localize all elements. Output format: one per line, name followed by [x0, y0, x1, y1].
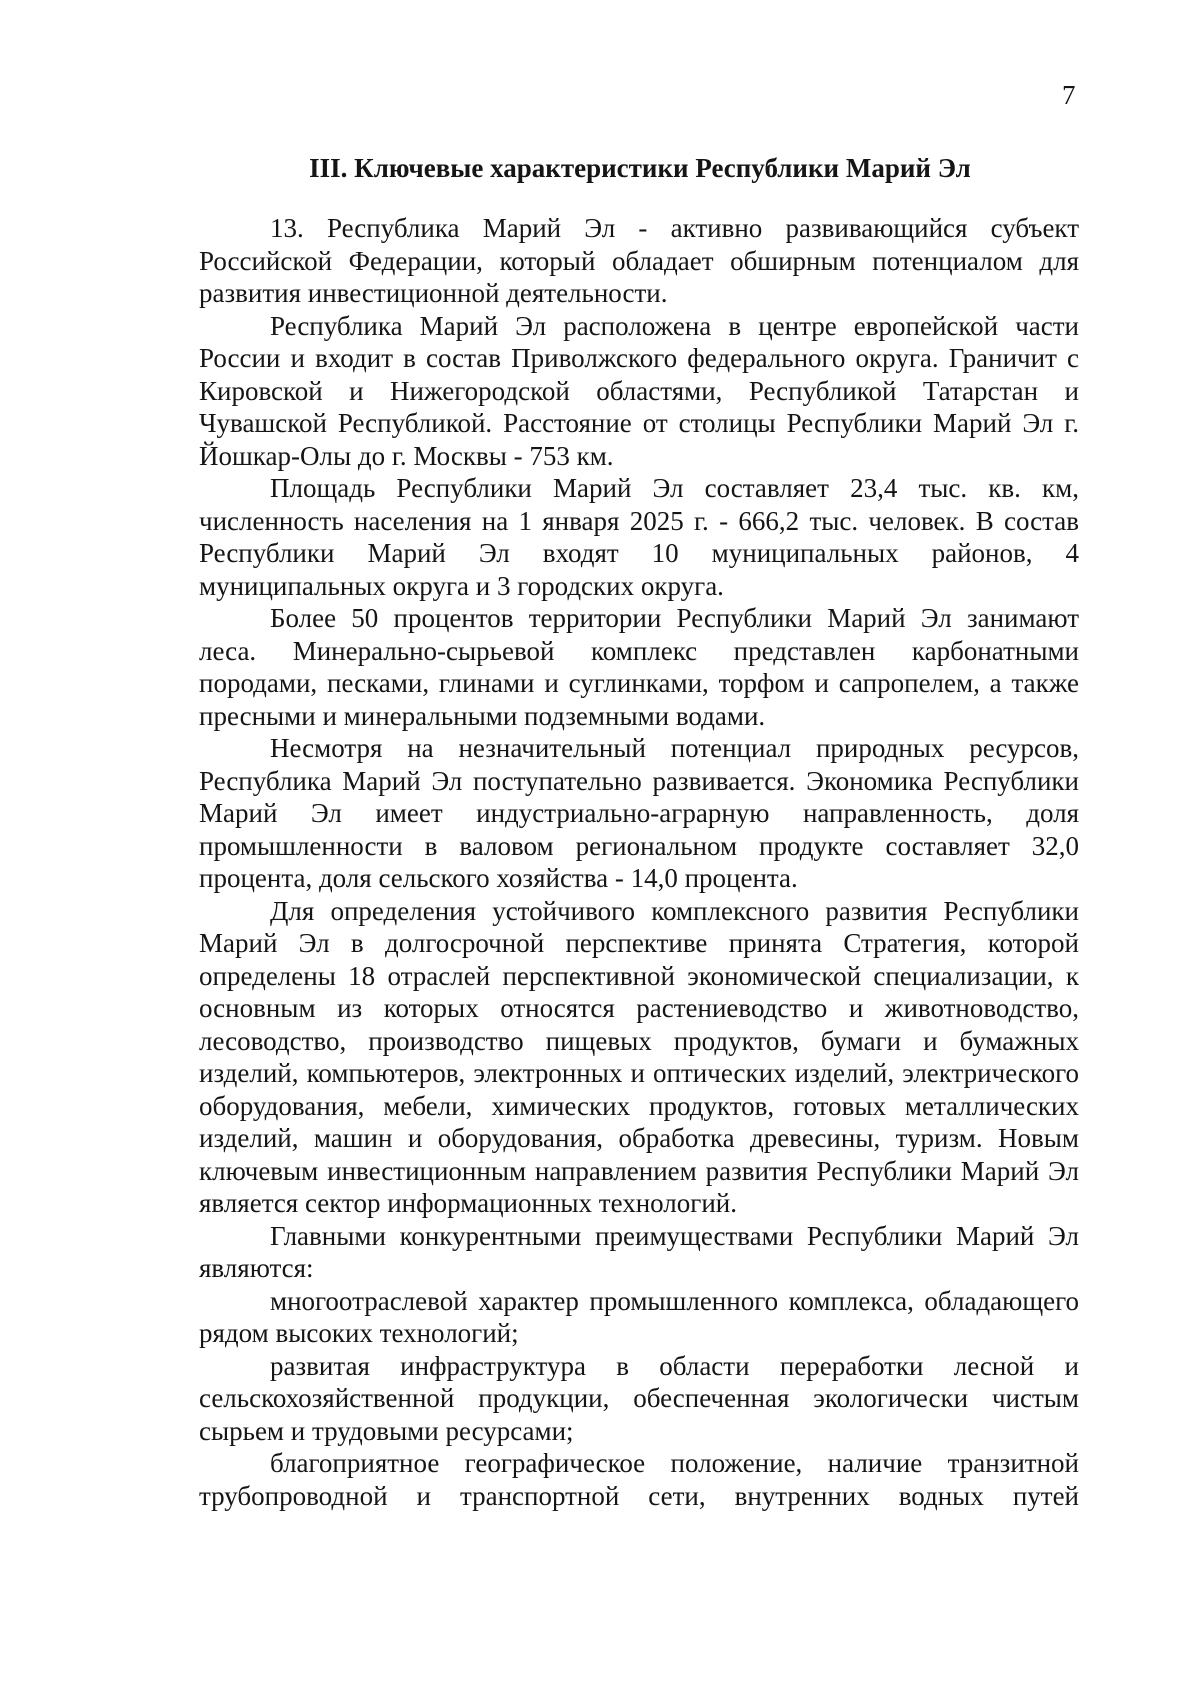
section-heading: III. Ключевые характеристики Республики Марий Эл [309, 153, 971, 183]
paragraph-4: Более 50 процентов территории Республики Марий Эл занимают леса. Минерально-сырьевой комплекс представлен карбонатными породами, песками, глинами и суглинками, торфом и сапропелем, а также пресными и минеральными подземными водами. [199, 603, 1079, 731]
document-body [199, 212, 1079, 1512]
paragraph-5: Несмотря на незначительный потенциал природных ресурсов, Республика Марий Эл поступательно развивается. Экономика Республики Марий Эл имеет индустриально-аграрную направленность, доля промышленности в валовом региональном продукте составляет 32,0 процента, доля сельского хозяйства - 14,0 процента. [199, 733, 1079, 893]
paragraph-3: Площадь Республики Марий Эл составляет 23,4 тыс. кв. км, численность населения на 1 января 2025 г. - 666,2 тыс. человек. В состав Республики Марий Эл входят 10 муниципальных районов, 4 муниципальных округа и 3 городских округа. [199, 473, 1079, 601]
list-item-3: благоприятное географическое положение, наличие транзитной трубопроводной и транспортной сети, внутренних водных путей [199, 1448, 1079, 1511]
paragraph-6: Для определения устойчивого комплексного развития Республики Марий Эл в долгосрочной перспективе принята Стратегия, которой определены 18 отраслей перспективной экономической специализации, к основным из которых относятся растениеводство и животноводство, лесоводство, производство пищевых продуктов, бумаги и бумажных изделий, компьютеров, электронных и оптических изделий, электрического оборудования, мебели, химических продуктов, готовых металлических изделий, машин и оборудования, обработка древесины, туризм. Новым ключевым инвестиционным направлением развития Республики Марий Эл является сектор информационных технологий. [199, 895, 1079, 1218]
paragraph-2: Республика Марий Эл расположена в центре европейской части России и входит в состав Приволжского федерального округа. Граничит с Кировской и Нижегородской областями, Республикой Татарстан и Чувашской Республикой. Расстояние от столицы Республики Марий Эл г. Йошкар-Олы до г. Москвы - 753 км. [199, 310, 1079, 471]
page-number: 7 [1062, 80, 1076, 110]
paragraph-1: 13. Республика Марий Эл - активно развивающийся субъект Российской Федерации, который обладает обширным потенциалом для развития инвестиционной деятельности. [199, 213, 1079, 308]
list-item-2: развитая инфраструктура в области переработки лесной и сельскохозяйственной продукции, обеспеченная экологически чистым сырьем и трудовыми ресурсами; [199, 1350, 1079, 1446]
list-item-1: многоотраслевой характер промышленного комплекса, обладающего рядом высоких технологий; [199, 1285, 1079, 1348]
paragraph-7: Главными конкурентными преимуществами Республики Марий Эл являются: [199, 1220, 1079, 1283]
